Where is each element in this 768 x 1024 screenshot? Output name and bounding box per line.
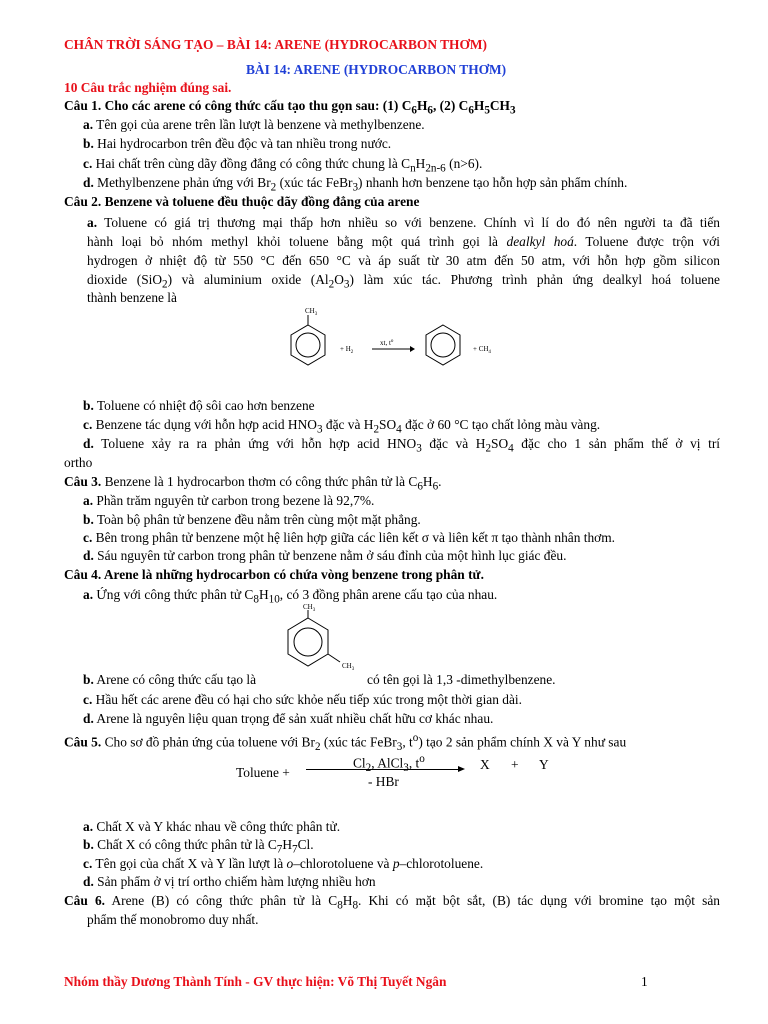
q2-option-d-line2: ortho (64, 455, 93, 470)
arrow-head (410, 346, 415, 352)
q3-option-b: b. Toàn bộ phân tử benzene đều nằm trên cùng một mặt phẳng. (83, 512, 421, 527)
q4-option-d: d. Arene là nguyên liệu quan trọng để sản xuất nhiều chất hữu cơ khác nhau. (83, 711, 494, 726)
q4-option-c: c. Hầu hết các arene đều có hại cho sức khỏe nếu tiếp xúc trong một thời gian dài. (83, 692, 522, 707)
question-6-line1: Câu 6. Arene (B) có công thức phân tử là $C_8H_8$. Khi có mặt bột sắt, (B) tác dụng với bromine tạo một sản (64, 893, 721, 912)
q3-option-d: d. Sáu nguyên tử carbon trong phân tử benzene nằm ở sáu đỉnh của một hình lục giác đều. (83, 548, 567, 563)
q1-option-b: b. Hai hydrocarbon trên đều độc và tan nhiều trong nước. (83, 136, 392, 151)
q2-option-a-line3: hydrogen ở nhiệt độ từ 550 °C đến 650 °C và áp suất từ 30 atm đến 50 atm, với hỗn hợp gồm silicon (87, 253, 720, 268)
reaction-condition: xt, $t^o$ (380, 339, 394, 347)
question-5: Câu 5. Cho sơ đồ phản ứng của toluene với $Br_2$ (xúc tác FeBr$_3$, $t^o$) tạo 2 sản phẩm chính X và Y như sau (64, 732, 627, 754)
scheme-product-y: Y (539, 757, 549, 772)
q4-option-b: b. Arene có công thức cấu tạo là (83, 672, 257, 687)
q4-option-b-name: có tên gọi là 1,3 -dimethylbenzene. (367, 672, 556, 687)
q2-option-a-line1: a. Toluene có giá trị thương mại thấp hơn nhiều so với benzene. Chính vì lí do đó nên người ta đã tiến (87, 215, 720, 230)
plus-ch4: + $CH_4$ (473, 345, 491, 355)
q3-option-a: a. Phần trăm nguyên tử carbon trong bezene là 92,7%. (83, 493, 375, 508)
question-6-line2: phẩm thế monobromo duy nhất. (87, 912, 259, 927)
ch3-label: $CH_3$ (305, 307, 318, 317)
q1-option-d: d. Methylbenzene phản ứng với $Br_2$ (xúc tác FeBr$_3$) nhanh hơn benzene tạo hỗn hợp sản phẩm chính. (83, 175, 628, 194)
page-header: CHÂN TRỜI SÁNG TẠO – BÀI 14: ARENE (HYDROCARBON THƠM) (64, 37, 487, 52)
q3-option-c: c. Bên trong phân tử benzene một hệ liên hợp giữa các liên kết σ và liên kết π tạo thành nhân thơm. (83, 530, 616, 545)
q2-option-b: b. Toluene có nhiệt độ sôi cao hơn benzene (83, 398, 315, 413)
question-3: Câu 3. Benzene là 1 hydrocarbon thơm có công thức phân tử là $C_6H_6$. (64, 474, 442, 493)
scheme-condition: $Cl_2$, AlCl$_3$, $t^o$ (353, 753, 425, 775)
ch3-top-label: $CH_3$ (303, 603, 316, 613)
dealkylation-scheme (280, 305, 510, 385)
q2-option-d-line1: d. Toluene xảy ra ra phản ứng với hỗn hợp acid $HNO_3$ đặc và $H_2SO_4$ đặc cho 1 sản phẩm thế ở vị trí (83, 436, 720, 455)
q2-option-a-line5: thành benzene là (87, 290, 177, 305)
plus-h2: + $H_2$ (340, 345, 354, 355)
scheme-byproduct: - HBr (368, 774, 399, 789)
toluene-structure (291, 315, 325, 365)
scheme-arrow-head (458, 766, 465, 772)
q1-option-c: c. Hai chất trên cùng dãy đồng đẳng có công thức chung là $C_nH_{2n-6}$ (n>6). (83, 156, 483, 175)
scheme-reactant: Toluene + (236, 765, 290, 780)
section-subtitle: 10 Câu trắc nghiệm đúng sai. (64, 80, 232, 95)
q2-option-a-line4: dioxide (SiO$_2$) và aluminium oxide $(Al_2O_3)$ làm xúc tác. Phương trình phản ứng dealkyl hoá toluene (87, 272, 721, 291)
q1-option-a: a. Tên gọi của arene trên lần lượt là benzene và methylbenzene. (83, 117, 425, 132)
benzene-structure (426, 325, 460, 365)
scheme-product-x: X (480, 757, 490, 772)
q4-option-a: a. Ứng với công thức phân tử $C_8H_{10}$, có 3 đồng phân arene cấu tạo của nhau. (83, 587, 498, 606)
question-1: Câu 1. Cho các arene có công thức cấu tạo thu gọn sau: (1) $C_6H_6$, (2) $C_6H_5CH_3$ (64, 98, 516, 117)
q2-option-a-line2: hành loại bỏ nhóm methyl khỏi toluene bằng một quá trình gọi là dealkyl hoá. Toluene được trộn với (87, 234, 720, 249)
question-2: Câu 2. Benzene và toluene đều thuộc dãy đồng đẳng của arene (64, 194, 420, 209)
ch3-right-label: $CH_3$ (342, 662, 355, 672)
q2-option-c: c. Benzene tác dụng với hỗn hợp acid $HNO_3$ đặc và $H_2SO_4$ đặc ở 60 °C tạo chất lỏng màu vàng. (83, 417, 601, 436)
q5-option-b: b. Chất X có công thức phân tử là $C_7H_7Cl$. (83, 837, 314, 856)
scheme-arrow (306, 769, 460, 770)
page-number: 1 (641, 974, 648, 989)
footer-credit: Nhóm thầy Dương Thành Tính - GV thực hiện: Võ Thị Tuyết Ngân (64, 974, 447, 989)
dimethylbenzene-structure (278, 600, 370, 684)
q5-option-c: c. Tên gọi của chất X và Y lần lượt là o–chlorotoluene và p–chlorotoluene. (83, 856, 484, 871)
page-title: BÀI 14: ARENE (HYDROCARBON THƠM) (246, 62, 507, 77)
scheme-plus: + (511, 757, 519, 772)
q5-option-d: d. Sản phẩm ở vị trí ortho chiếm hàm lượng nhiều hơn (83, 874, 376, 889)
question-4: Câu 4. Arene là những hydrocarbon có chứa vòng benzene trong phân tử. (64, 567, 484, 582)
q5-option-a: a. Chất X và Y khác nhau về công thức phân tử. (83, 819, 341, 834)
